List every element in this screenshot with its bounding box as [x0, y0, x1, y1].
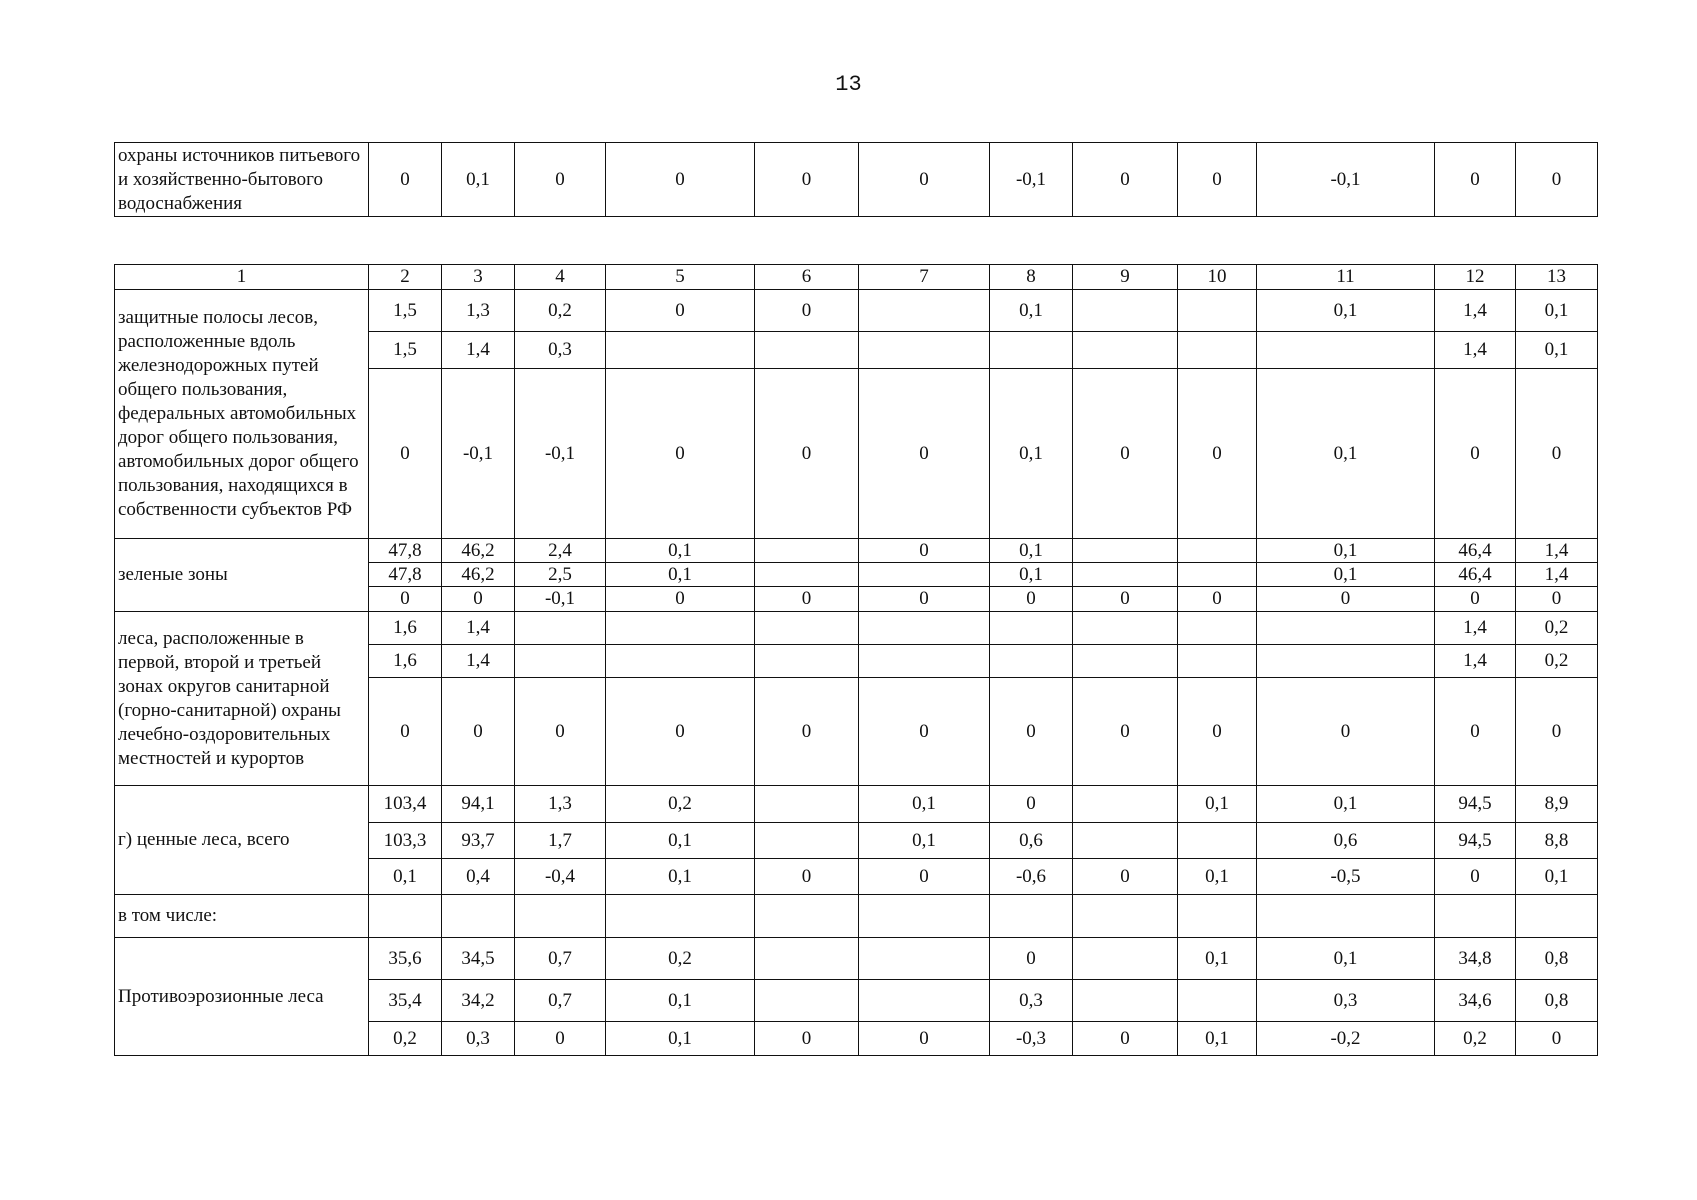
- table-cell: 0,1: [1257, 563, 1435, 587]
- table-cell: [1073, 786, 1178, 823]
- table-cell: [1178, 823, 1257, 859]
- column-header: 12: [1435, 265, 1516, 290]
- table-cell: 1,4: [1435, 645, 1516, 678]
- column-header: 10: [1178, 265, 1257, 290]
- table-cell: 0,1: [1178, 1022, 1257, 1056]
- table-cell: [1073, 332, 1178, 369]
- group-label: Противоэрозионные леса: [115, 938, 369, 1056]
- table-cell: 0,1: [1516, 290, 1598, 332]
- table-cell: 0,1: [1257, 290, 1435, 332]
- table-cell: 0,2: [1516, 612, 1598, 645]
- table-cell: 0: [859, 859, 990, 895]
- table-cell: 0: [1073, 1022, 1178, 1056]
- table-cell: 1,7: [515, 823, 606, 859]
- table-cell: 46,2: [442, 539, 515, 563]
- forest-data-table: [114, 264, 1598, 1056]
- table-cell: -0,1: [990, 143, 1073, 217]
- group-label: в том числе:: [115, 895, 369, 938]
- table-cell: [1178, 563, 1257, 587]
- table-cell: [1257, 332, 1435, 369]
- table-cell: 0: [1516, 587, 1598, 612]
- table-cell: 0: [990, 587, 1073, 612]
- column-header: 13: [1516, 265, 1598, 290]
- table-cell: [1516, 895, 1598, 938]
- table-row: [115, 539, 1598, 563]
- table-cell: [1178, 612, 1257, 645]
- table-cell: 0: [606, 678, 755, 786]
- table-cell: 0,1: [606, 1022, 755, 1056]
- table-cell: [859, 290, 990, 332]
- table-cell: 2,5: [515, 563, 606, 587]
- table-cell: 0: [515, 678, 606, 786]
- table-cell: 0: [369, 369, 442, 539]
- table-cell: 35,4: [369, 980, 442, 1022]
- table-cell: [442, 895, 515, 938]
- table-cell: 1,6: [369, 645, 442, 678]
- table-cell: 0: [1073, 369, 1178, 539]
- table-cell: [755, 332, 859, 369]
- table-cell: 1,3: [515, 786, 606, 823]
- table-cell: 0: [1435, 587, 1516, 612]
- table-row: [115, 938, 1598, 980]
- table-cell: 0: [1435, 859, 1516, 895]
- table-cell: 0: [990, 786, 1073, 823]
- table-cell: 0,1: [1178, 859, 1257, 895]
- table-cell: [1073, 823, 1178, 859]
- table-cell: 0: [1435, 369, 1516, 539]
- table-cell: 103,3: [369, 823, 442, 859]
- table-cell: -0,5: [1257, 859, 1435, 895]
- table-cell: 0: [1516, 369, 1598, 539]
- table-cell: 34,2: [442, 980, 515, 1022]
- table-cell: -0,6: [990, 859, 1073, 895]
- table-cell: 0,3: [515, 332, 606, 369]
- table-cell: 0,1: [1178, 786, 1257, 823]
- column-header-row: [115, 265, 1598, 290]
- table-cell: 0: [859, 1022, 990, 1056]
- table-cell: 0,1: [990, 563, 1073, 587]
- table-cell: 34,6: [1435, 980, 1516, 1022]
- table-cell: 0: [606, 587, 755, 612]
- table-cell: 0,4: [442, 859, 515, 895]
- table-cell: -0,1: [515, 587, 606, 612]
- table-cell: 0: [369, 587, 442, 612]
- table-cell: [606, 645, 755, 678]
- table-cell: [515, 895, 606, 938]
- table-cell: 0,1: [1516, 859, 1598, 895]
- table-cell: 0,1: [990, 539, 1073, 563]
- table-cell: 0: [755, 143, 859, 217]
- table-cell: 1,4: [1435, 612, 1516, 645]
- table-cell: [1073, 980, 1178, 1022]
- table-cell: [755, 563, 859, 587]
- table-cell: 0: [1178, 678, 1257, 786]
- table-cell: 0: [1435, 143, 1516, 217]
- table-row: [115, 290, 1598, 332]
- table-cell: 0: [859, 587, 990, 612]
- table-cell: [755, 786, 859, 823]
- table-cell: 0,1: [442, 143, 515, 217]
- table-cell: 0: [859, 539, 990, 563]
- continuation-table: [114, 142, 1598, 217]
- table-cell: [1073, 563, 1178, 587]
- page-number: 13: [835, 72, 862, 97]
- table-cell: 1,6: [369, 612, 442, 645]
- table-cell: 0,1: [1257, 539, 1435, 563]
- column-header: 5: [606, 265, 755, 290]
- table-cell: 0,3: [442, 1022, 515, 1056]
- table-cell: 1,3: [442, 290, 515, 332]
- table-cell: [1178, 895, 1257, 938]
- table-cell: [1073, 895, 1178, 938]
- table-cell: 0: [755, 369, 859, 539]
- table-cell: 1,4: [1435, 290, 1516, 332]
- table-cell: 0,1: [606, 859, 755, 895]
- table-cell: 1,4: [1435, 332, 1516, 369]
- table-cell: 0,1: [1257, 786, 1435, 823]
- table-cell: 35,6: [369, 938, 442, 980]
- table-cell: 0,8: [1516, 938, 1598, 980]
- table-cell: [859, 645, 990, 678]
- table-cell: 0: [990, 678, 1073, 786]
- table-cell: -0,2: [1257, 1022, 1435, 1056]
- row-label: охраны источников питьевого и хозяйственно-бытового водоснабжения: [115, 143, 369, 217]
- table-cell: 103,4: [369, 786, 442, 823]
- table-cell: 8,8: [1516, 823, 1598, 859]
- table-cell: 0: [1516, 143, 1598, 217]
- table-cell: [755, 938, 859, 980]
- table-cell: [990, 612, 1073, 645]
- table-cell: [606, 612, 755, 645]
- table-cell: 47,8: [369, 563, 442, 587]
- table-cell: 0: [755, 1022, 859, 1056]
- table-cell: 0,1: [606, 823, 755, 859]
- column-header: 6: [755, 265, 859, 290]
- table-cell: [1073, 938, 1178, 980]
- table-cell: 0: [1178, 143, 1257, 217]
- table-row: [115, 895, 1598, 938]
- table-cell: [515, 612, 606, 645]
- table-cell: 0,3: [990, 980, 1073, 1022]
- table-cell: 0,1: [1257, 369, 1435, 539]
- table-cell: 0,7: [515, 980, 606, 1022]
- table-cell: 0: [606, 369, 755, 539]
- table-cell: 1,4: [442, 645, 515, 678]
- table-cell: 0: [755, 859, 859, 895]
- table-cell: [859, 895, 990, 938]
- table-cell: 0,1: [1257, 938, 1435, 980]
- table-cell: 0,7: [515, 938, 606, 980]
- group-label: зеленые зоны: [115, 539, 369, 612]
- table-cell: 0,1: [606, 563, 755, 587]
- table-cell: 0: [1178, 369, 1257, 539]
- table-cell: -0,3: [990, 1022, 1073, 1056]
- table-cell: 0: [755, 587, 859, 612]
- table-cell: [1257, 895, 1435, 938]
- table-cell: 94,1: [442, 786, 515, 823]
- table-cell: 0,3: [1257, 980, 1435, 1022]
- table-cell: 0: [1073, 859, 1178, 895]
- table-cell: [1178, 980, 1257, 1022]
- table-cell: [755, 895, 859, 938]
- table-cell: 0: [1178, 587, 1257, 612]
- table-cell: 0,2: [1435, 1022, 1516, 1056]
- table-cell: 1,4: [442, 612, 515, 645]
- table-cell: 0,6: [1257, 823, 1435, 859]
- table-cell: [755, 645, 859, 678]
- table-cell: 0,1: [1178, 938, 1257, 980]
- table-row: [115, 612, 1598, 645]
- table-cell: 0,2: [606, 938, 755, 980]
- table-cell: 0,1: [606, 980, 755, 1022]
- table-cell: 0,1: [859, 786, 990, 823]
- table-cell: [515, 645, 606, 678]
- table-cell: [1178, 332, 1257, 369]
- table-cell: 0: [369, 678, 442, 786]
- table-cell: 34,8: [1435, 938, 1516, 980]
- column-header: 2: [369, 265, 442, 290]
- column-header: 4: [515, 265, 606, 290]
- table-cell: -0,1: [442, 369, 515, 539]
- table-cell: 1,5: [369, 290, 442, 332]
- table-cell: 0: [606, 143, 755, 217]
- table-cell: 0: [369, 143, 442, 217]
- table-cell: [990, 645, 1073, 678]
- table-cell: [859, 938, 990, 980]
- table-cell: 0,1: [369, 859, 442, 895]
- table-cell: [755, 539, 859, 563]
- table-cell: [1073, 612, 1178, 645]
- table-cell: [369, 895, 442, 938]
- table-cell: 1,5: [369, 332, 442, 369]
- table-cell: 0: [1073, 143, 1178, 217]
- table-cell: [1178, 290, 1257, 332]
- table-cell: 0: [1257, 587, 1435, 612]
- table-cell: 0: [1073, 678, 1178, 786]
- table-cell: 0,2: [606, 786, 755, 823]
- table-cell: 0: [1073, 587, 1178, 612]
- table-cell: 0,1: [606, 539, 755, 563]
- column-header: 3: [442, 265, 515, 290]
- table-cell: 0: [1435, 678, 1516, 786]
- group-label: леса, расположенные в первой, второй и третьей зонах округов санитарной (горно-санитарной) охраны лечебно-оздоровительных местностей и курортов: [115, 612, 369, 786]
- table-cell: 0,1: [990, 369, 1073, 539]
- table-cell: 0,2: [369, 1022, 442, 1056]
- table-cell: [859, 563, 990, 587]
- table-cell: 94,5: [1435, 823, 1516, 859]
- table-cell: 94,5: [1435, 786, 1516, 823]
- table-cell: 0: [1257, 678, 1435, 786]
- table-cell: [859, 612, 990, 645]
- table-cell: [859, 980, 990, 1022]
- table-cell: [990, 895, 1073, 938]
- table-cell: 93,7: [442, 823, 515, 859]
- table-cell: 0: [755, 678, 859, 786]
- table-cell: [755, 612, 859, 645]
- table-cell: 0: [859, 369, 990, 539]
- table-cell: 0: [515, 1022, 606, 1056]
- table-cell: 2,4: [515, 539, 606, 563]
- table-cell: [755, 980, 859, 1022]
- table-row: [115, 786, 1598, 823]
- table-cell: 0: [859, 678, 990, 786]
- table-cell: 0,1: [859, 823, 990, 859]
- table-cell: [1178, 539, 1257, 563]
- table-cell: 8,9: [1516, 786, 1598, 823]
- table-cell: 1,4: [1516, 539, 1598, 563]
- table-cell: 46,4: [1435, 539, 1516, 563]
- table-cell: 0: [442, 587, 515, 612]
- table-cell: 0: [442, 678, 515, 786]
- table-cell: 0,2: [1516, 645, 1598, 678]
- table-cell: -0,4: [515, 859, 606, 895]
- table-cell: [990, 332, 1073, 369]
- table-cell: 1,4: [442, 332, 515, 369]
- table-cell: 47,8: [369, 539, 442, 563]
- group-label: защитные полосы лесов, расположенные вдоль железнодорожных путей общего пользования, федеральных автомобильных дорог общего пользования, автомобильных дорог общего пользования, находящихся в собственности субъектов РФ: [115, 290, 369, 539]
- table-cell: [1435, 895, 1516, 938]
- table-cell: [1073, 290, 1178, 332]
- table-cell: 1,4: [1516, 563, 1598, 587]
- table-cell: [1073, 645, 1178, 678]
- table-cell: [1257, 612, 1435, 645]
- column-header: 9: [1073, 265, 1178, 290]
- table-cell: [606, 895, 755, 938]
- table-cell: 0: [515, 143, 606, 217]
- table-cell: 0: [755, 290, 859, 332]
- table-cell: 0,1: [990, 290, 1073, 332]
- table-cell: [1073, 539, 1178, 563]
- column-header: 1: [115, 265, 369, 290]
- table-cell: -0,1: [515, 369, 606, 539]
- table-cell: [606, 332, 755, 369]
- table-cell: 46,4: [1435, 563, 1516, 587]
- table-cell: [1257, 645, 1435, 678]
- table-cell: 0,8: [1516, 980, 1598, 1022]
- table-cell: 34,5: [442, 938, 515, 980]
- column-header: 7: [859, 265, 990, 290]
- table-cell: 0,2: [515, 290, 606, 332]
- table-cell: 0: [606, 290, 755, 332]
- table-cell: [755, 823, 859, 859]
- table-cell: -0,1: [1257, 143, 1435, 217]
- table-row: [115, 143, 1598, 217]
- table-cell: 0,6: [990, 823, 1073, 859]
- table-cell: [1178, 645, 1257, 678]
- table-cell: 0: [1516, 1022, 1598, 1056]
- group-label: г) ценные леса, всего: [115, 786, 369, 895]
- table-cell: [859, 332, 990, 369]
- column-header: 8: [990, 265, 1073, 290]
- table-cell: 0: [859, 143, 990, 217]
- table-cell: 0: [1516, 678, 1598, 786]
- table-cell: 0,1: [1516, 332, 1598, 369]
- column-header: 11: [1257, 265, 1435, 290]
- table-cell: 0: [990, 938, 1073, 980]
- table-cell: 46,2: [442, 563, 515, 587]
